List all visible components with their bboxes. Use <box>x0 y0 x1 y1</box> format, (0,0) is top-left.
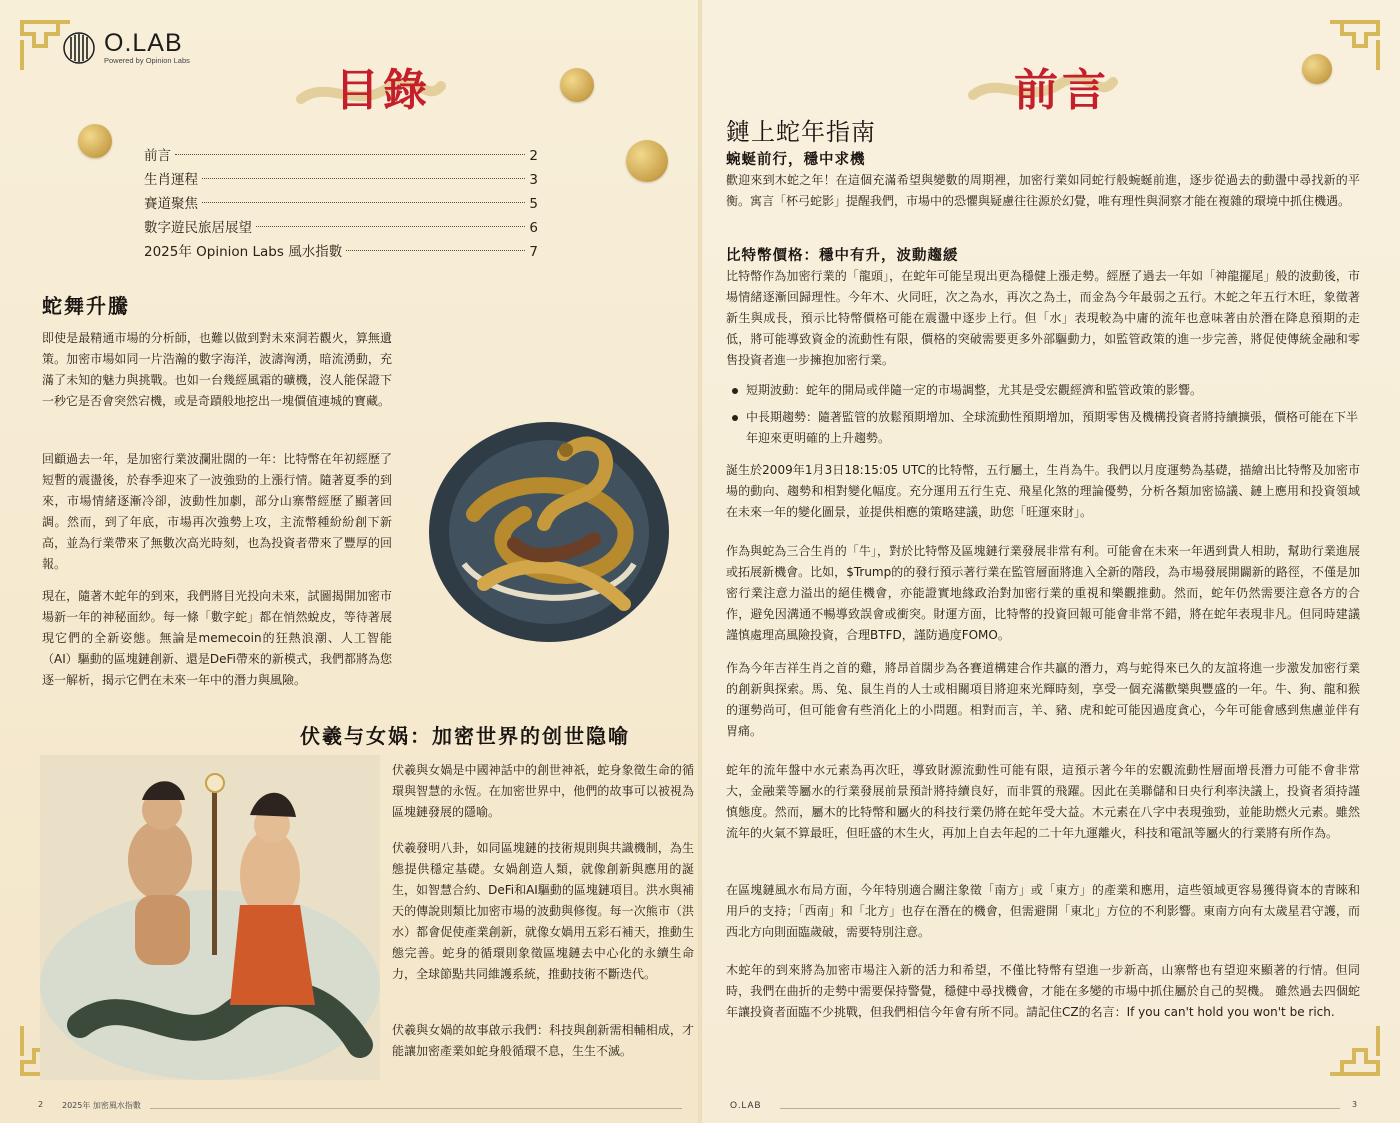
body-paragraph: 木蛇年的到來將為加密市場注入新的活力和希望，不僅比特幣有望進一步新高，山寨幣也有望迎來顯著的行情。但同時，我們在曲折的走勢中需要保持警覺，穩健中尋找機會，才能在多變的市場中抓住屬於自己的契機。 雖然過去四個蛇年讓投資者面臨不少挑戰，但我們相信今年會有所不同。請記住CZ的名言：If you can't hold you won't be rich. <box>726 963 1360 1019</box>
body-paragraph: 在區塊鏈風水布局方面，今年特別適合關注象徵「南方」或「東方」的產業和應用，這些領域更容易獲得資本的青睞和用戶的支持；「西南」和「北方」也存在潛在的機會，但需避開「東北」方位的不利影響。東南方向有太歲星君守護，而西北方向則面臨歲破，需要特別注意。 <box>726 883 1360 939</box>
body-paragraph: 伏羲與女媧是中國神話中的創世神祇，蛇身象徵生命的循環與智慧的永恆。在加密世界中，他們的故事可以被視為區塊鏈發展的隱喻。 <box>392 763 694 819</box>
list-item: 短期波動：蛇年的開局或伴隨一定的市場調整，尤其是受宏觀經濟和監管政策的影響。 <box>732 380 1362 401</box>
page-title: 鏈上蛇年指南 <box>726 118 876 146</box>
body-paragraph: 誕生於2009年1月3日18:15:05 UTC的比特幣，五行屬土，生肖為牛。我們以月度運勢為基礎，描繪出比特幣及加密市場的動向、趨勢和相對變化幅度。充分運用五行生克、飛星化煞的理論優勢，分析各類加密協議、鏈上應用和投資領域在未來一年的變化圖景，並提供相應的策略建議，助您「旺運來財」。 <box>726 463 1360 519</box>
preface-heading: 前言 <box>1014 65 1110 116</box>
body-paragraph: 伏羲與女媧的故事啟示我們：科技與創新需相輔相成，才能讓加密產業如蛇身般循環不息，生生不滅。 <box>392 1023 694 1058</box>
body-paragraph: 歡迎來到木蛇之年！在這個充滿希望與變數的周期裡，加密行業如同蛇行般蜿蜒前進，逐步從過去的動盪中尋找新的平衡。寓言「杯弓蛇影」提醒我們，市場中的恐懼與疑慮往往源於幻覺，唯有理性與洞察才能在複雜的環境中抓住機遇。 <box>726 173 1360 208</box>
body-paragraph: 作為與蛇為三合生肖的「牛」，對於比特幣及區塊鏈行業發展非常有利。可能會在未來一年遇到貴人相助，幫助行業進展或拓展新機會。比如，$Trump的的發行預示著行業在監管層面將進入全新的階段，為市場發展開闢新的路徑，不僅是加密行業注意力溢出的絕佳機會，亦能證實地緣政治對加密行業的重視和樂觀推動。然而，蛇年仍然需要注意各方的合作，避免因溝通不暢導致誤會或衝突。財運方面，比特幣的投資回報可能會非常不錯，將在蛇年表現非凡。但同時建議謹慎處理高風險投資，合理BTFD，謹防過度FOMO。 <box>726 544 1360 642</box>
brand-name: O.LAB <box>104 29 183 57</box>
body-paragraph: 作為今年吉祥生肖之首的雞，將昂首闊步為各賽道構建合作共贏的潛力，鸡与蛇得來已久的友誼将進一步激发加密行業的創新與探索。馬、兔、鼠生肖的人士或相關項目將迎來光輝時刻，享受一個充滿歡樂與豐盛的一年。牛、狗、龍和猴的運勢尚可，但可能會有些消化上的小問題。相對而言，羊、豬、虎和蛇可能因過度貪心，今年可能會感到焦慮並伴有胃痛。 <box>726 661 1360 738</box>
footer-page-number: 2 <box>38 1100 44 1109</box>
body-paragraph: 現在，隨著木蛇年的到來，我們將目光投向未來，試圖揭開加密市場新一年的神秘面紗。每一條「數字蛇」都在悄然蛻皮，等待著展現它們的全新姿態。無論是memecoin的狂熱浪潮、人工智能（AI）驅動的區塊鏈創新、還是DeFi帶來的新模式，我們都將為您逐一解析，揭示它們在未來一年中的潛力與風險。 <box>42 589 392 687</box>
brand-logo <box>62 30 190 65</box>
body-paragraph: 回顧過去一年，是加密行業波瀾壯闊的一年：比特幣在年初經歷了短暫的震盪後，於春季迎來了一波強勁的上漲行情。隨著夏季的到來，市場情緒逐漸冷卻，波動性加劇，部分山寨幣經歷了顯著回調。然而，到了年底，市場再次強勢上攻，主流幣種紛紛創下新高，並為行業帶來了無數次高光時刻，也為投資者帶來了豐厚的回報。 <box>42 452 392 571</box>
toc-item[interactable]: 數字遊民旅居展望 6 <box>144 220 538 236</box>
book-spine <box>698 0 702 1123</box>
section-title-snake-dance: 蛇舞升騰 <box>42 294 130 318</box>
footer-logo: O.LAB <box>730 1100 762 1110</box>
bitcoin-coin-icon <box>560 68 594 102</box>
coin-icon <box>78 124 112 158</box>
bullet-list <box>732 380 1362 455</box>
subheading: 比特幣價格：穩中有升，波動趨緩 <box>726 248 959 264</box>
body-paragraph: 比特幣作為加密行業的「龍頭」，在蛇年可能呈現出更為穩健上漲走勢。經歷了過去一年如「神龍擺尾」般的波動後，市場情緒逐漸回歸理性。今年木、火同旺，次之為水，再次之為土，而金為今年最弱之五行。木蛇之年五行木旺，象徵著新生與成長，預示比特幣價格可能在震盪中逐步上行。但「水」表現較為中庸的流年也意味著由於潛在降息預期的走低，將可能導致資金的流動性有限，價格的突破需要更多外部驅動力，如監管政策的進一步完善，將促使傳統金融和零售投資者進一步擁抱加密行業。 <box>726 269 1360 367</box>
fuxi-nuwa-illustration <box>40 755 380 1080</box>
toc-item[interactable]: 2025年 Opinion Labs 風水指數 7 <box>144 244 538 260</box>
snakes-illustration <box>424 414 674 644</box>
brand-tagline: Powered by Opinion Labs <box>104 56 190 65</box>
footer-divider <box>150 1108 682 1109</box>
table-of-contents <box>144 144 538 264</box>
subheading: 蜿蜒前行，穩中求機 <box>726 152 866 168</box>
body-paragraph: 即使是最精通市場的分析師，也難以做到對未來洞若觀火，算無遺策。加密市場如同一片浩瀚的數字海洋，波濤洶湧，暗流湧動，充滿了未知的魅力與挑戰。也如一台幾經風霜的礦機，沒人能保證下一秒它是否會突然宕機，或是奇蹟般地挖出一塊價值連城的寶藏。 <box>42 331 392 408</box>
list-item: 中長期趨勢：隨著監管的放鬆預期增加、全球流動性預期增加，預期零售及機構投資者將持續擴張，價格可能在下半年迎來更明確的上升趨勢。 <box>732 407 1362 449</box>
footer-page-number: 3 <box>1352 1100 1358 1109</box>
ethereum-coin-icon <box>626 140 668 182</box>
section-title-fuxi-nuwa: 伏羲与女娲：加密世界的创世隐喻 <box>300 724 630 748</box>
toc-heading: 目錄 <box>335 65 431 116</box>
corner-ornament-icon <box>1326 1022 1382 1078</box>
toc-item[interactable]: 生肖運程 3 <box>144 172 538 188</box>
footer-title: 2025年 加密風水指數 <box>62 1101 141 1110</box>
coin-icon <box>1302 54 1332 84</box>
toc-item[interactable]: 賽道聚焦 5 <box>144 196 538 212</box>
olab-logo-icon <box>62 31 96 65</box>
corner-ornament-icon <box>1326 18 1382 74</box>
footer-divider <box>780 1108 1340 1109</box>
toc-item[interactable]: 前言 2 <box>144 148 538 164</box>
body-paragraph: 伏羲發明八卦，如同區塊鏈的技術規則與共識機制，為生態提供穩定基礎。女媧創造人類，就像創新與應用的誕生，如智慧合約、DeFi和AI驅動的區塊鏈項目。洪水與補天的傳說則類比加密市場的波動與修復。每一次熊市（洪水）都會促使產業創新，就像女媧用五彩石補天，推動生態完善。蛇身的循環則象徵區塊鏈去中心化的永續生命力，全球節點共同維護系統，推動技術不斷迭代。 <box>392 841 694 981</box>
body-paragraph: 蛇年的流年盤中水元素為再次旺，導致財源流動性可能有限，這預示著今年的宏觀流動性層面增長潛力可能不會非常大，金融業等屬水的行業發展前景預計將持續良好，而非質的飛躍。因此在美聯儲和日央行利率決議上，投資者須持謹慎態度。然而，屬木的比特幣和屬火的科技行業仍將在蛇年受大益。木元素在八字中表現強勁，並能助燃火元素。雖然流年的火氣不算最旺，但旺盛的木生火，再加上自去年起的二十年九運離火，科技和電訊等屬火的行業將有所作為。 <box>726 763 1360 840</box>
